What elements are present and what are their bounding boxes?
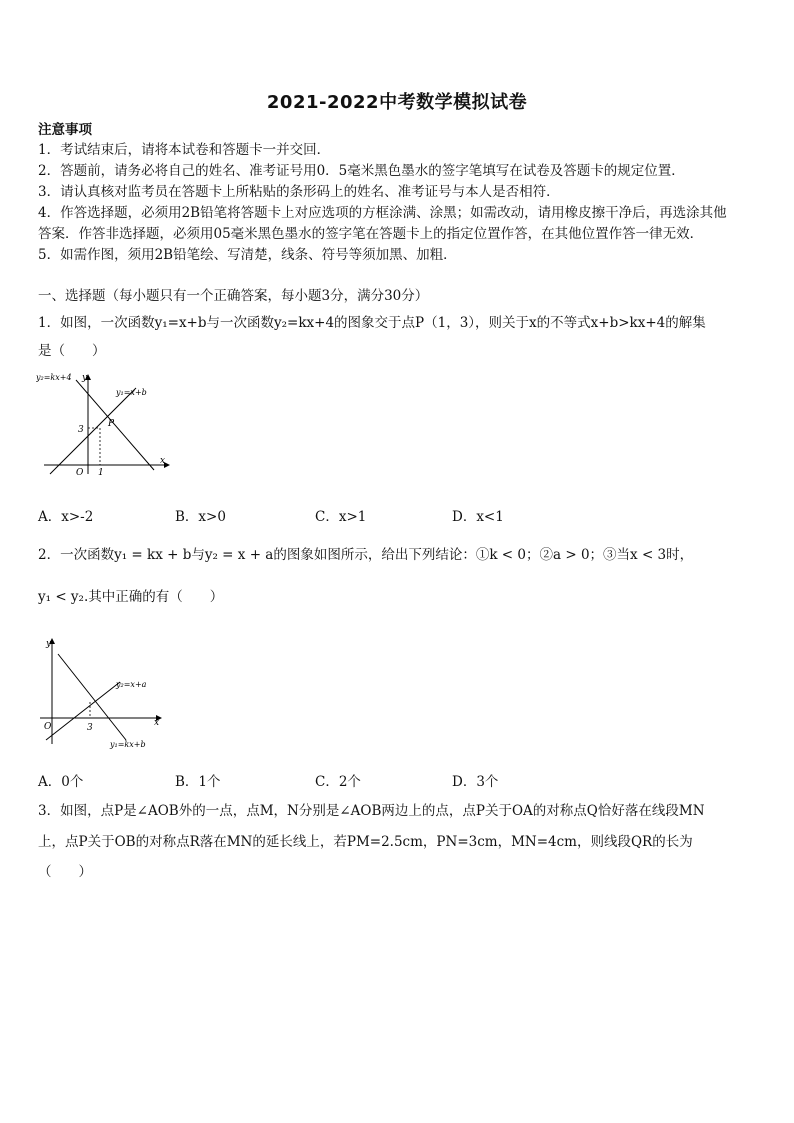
label-1: 1 <box>98 468 104 478</box>
label-o: O <box>76 468 84 478</box>
line-y1 <box>50 388 136 474</box>
q1-option-a: A．x>-2 <box>38 509 94 525</box>
label-y1: y₁=kx+b <box>110 740 146 749</box>
question-3-text-cont: 上，点P关于OB的对称点R落在MN的延长线上，若PM=2.5cm，PN=3cm，MN=4cm，则线段QR的长为 <box>38 834 693 850</box>
note-item: 5．如需作图，须用2B铅笔绘、写清楚，线条、符号等须加黑、加粗． <box>38 247 457 263</box>
question-1-text: 1．如图，一次函数y₁=x+b与一次函数y₂=kx+4的图象交于点P（1，3），则关于x的不等式x+b>kx+4的解集 <box>38 315 706 331</box>
notes-heading: 注意事项 <box>38 122 92 138</box>
note-item: 1．考试结束后，请将本试卷和答题卡一并交回． <box>38 142 331 158</box>
section-heading: 一、选择题（每小题只有一个正确答案，每小题3分，满分30分） <box>38 288 429 304</box>
q1-option-d: D．x<1 <box>452 509 504 525</box>
label-y: y <box>46 639 52 649</box>
note-item: 3．请认真核对监考员在答题卡上所粘贴的条形码上的姓名、准考证号与本人是否相符． <box>38 184 560 200</box>
label-y2: y₂=kx+4 <box>36 373 72 382</box>
label-3: 3 <box>87 723 93 733</box>
q2-option-c: C．2个 <box>315 774 361 790</box>
label-p: P <box>108 419 115 429</box>
q2-option-b: B．1个 <box>175 774 221 790</box>
note-item: 答案．作答非选择题，必须用05毫米黑色墨水的签字笔在答题卡上的指定位置作答，在其他位置作答一律无效． <box>38 226 704 242</box>
label-x: x <box>154 718 160 728</box>
question-3-text-cont: （ ） <box>38 864 92 880</box>
label-3: 3 <box>78 425 84 435</box>
q1-option-b: B．x>0 <box>175 509 226 525</box>
question-1-graph <box>36 370 176 480</box>
label-o: O <box>44 722 52 732</box>
note-item: 2．答题前，请务必将自己的姓名、准考证号用0．5毫米黑色墨水的签字笔填写在试卷及答题卡的规定位置． <box>38 163 685 179</box>
note-item: 4．作答选择题，必须用2B铅笔将答题卡上对应选项的方框涂满、涂黑；如需改动，请用橡皮擦干净后，再选涂其他 <box>38 205 727 221</box>
question-3-text: 3．如图，点P是∠AOB外的一点，点M，N分别是∠AOB两边上的点，点P关于OA的对称点Q恰好落在线段MN <box>38 803 705 819</box>
page-title: 2021-2022中考数学模拟试卷 <box>266 92 528 113</box>
label-y2: y₂=x+a <box>116 680 147 689</box>
label-x: x <box>160 456 166 466</box>
q2-option-d: D．3个 <box>452 774 499 790</box>
question-2-graph <box>36 632 176 754</box>
q2-option-a: A．0个 <box>38 774 84 790</box>
label-y1: y₁=x+b <box>116 388 147 397</box>
line-y2 <box>46 682 120 740</box>
question-1-text-cont: 是（ ） <box>38 343 106 359</box>
label-y: y <box>82 373 88 383</box>
question-2-text: 2．一次函数y₁ = kx + b与y₂ = x + a的图象如图所示，给出下列结论：①k < 0；②a > 0；③当x < 3时， <box>38 547 694 563</box>
q1-option-c: C．x>1 <box>315 509 367 525</box>
question-2-text-cont: y₁ < y₂.其中正确的有（ ） <box>38 589 224 605</box>
